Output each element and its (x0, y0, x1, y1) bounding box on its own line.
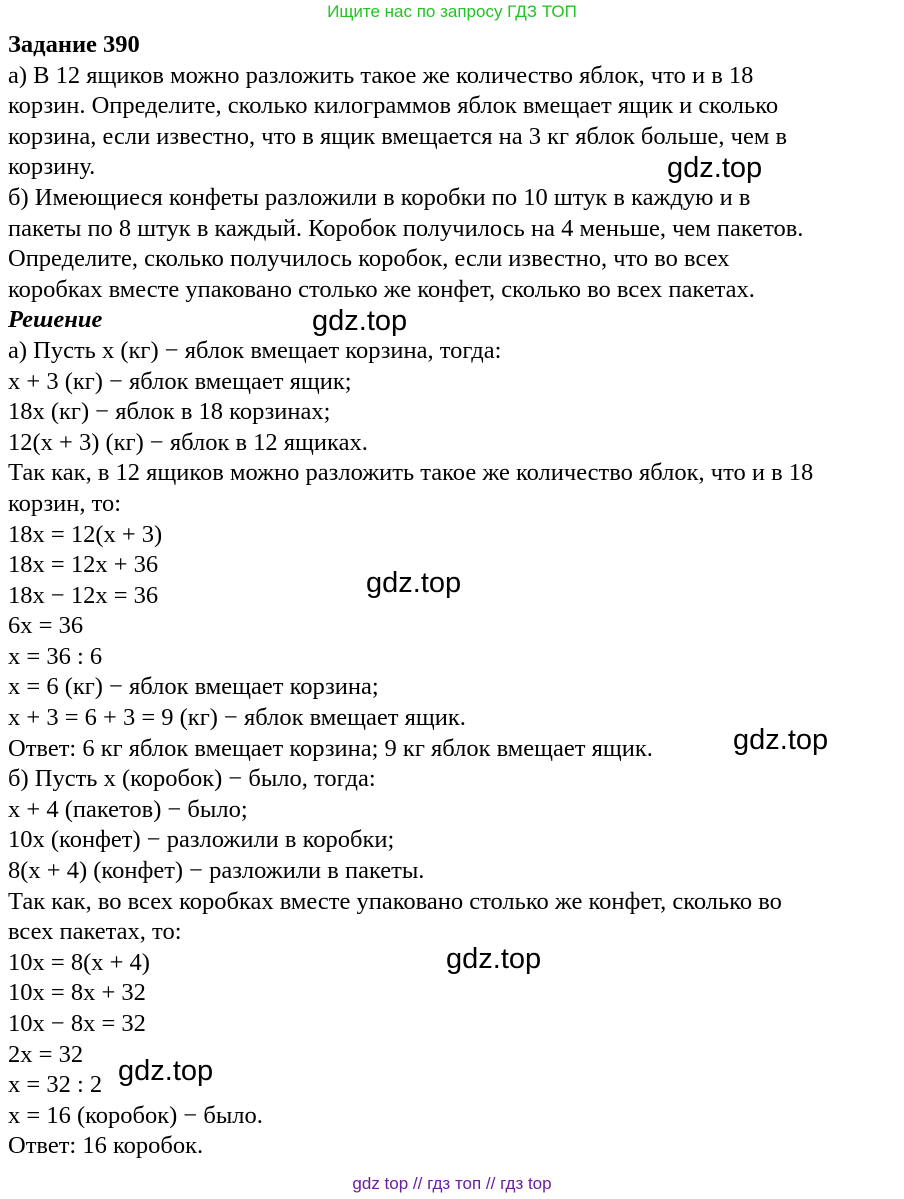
solution-line: x + 4 (пакетов) − было; (8, 795, 248, 823)
condition-line: коробках вместе упаковано столько же конфет, сколько во всех пакетах. (8, 275, 755, 303)
condition-line: пакеты по 8 штук в каждый. Коробок получилось на 4 меньше, чем пакетов. (8, 214, 804, 242)
equation-line: x = 32 : 2 (8, 1071, 103, 1099)
footer-links: gdz top // гдз топ // гдз top (352, 1174, 552, 1193)
condition-line: корзина, если известно, что в ящик вмещается на 3 кг яблок больше, чем в (8, 122, 788, 150)
equation-line: 10x = 8(x + 4) (8, 948, 150, 976)
watermark: gdz.top (118, 1055, 214, 1087)
equation-line: 18x − 12x = 36 (8, 581, 159, 609)
condition-line: Определите, сколько получилось коробок, если известно, что во всех (8, 245, 730, 273)
watermark: gdz.top (312, 305, 408, 337)
task-condition (8, 61, 900, 306)
solution-line: 12(x + 3) (кг) − яблок в 12 ящиках. (8, 428, 368, 456)
watermark: gdz.top (667, 152, 763, 184)
watermark: gdz.top (733, 724, 829, 756)
solution-line: x + 3 (кг) − яблок вмещает ящик; (8, 367, 352, 395)
equation-line: 18x = 12(x + 3) (8, 520, 163, 548)
condition-line: корзину. (8, 153, 96, 181)
watermark: gdz.top (366, 567, 462, 599)
solution-line: x = 16 (коробок) − было. (8, 1101, 263, 1129)
condition-line: а) В 12 ящиков можно разложить такое же количество яблок, что и в 18 (8, 61, 754, 89)
equation-line: x = 36 : 6 (8, 642, 103, 670)
equation-line: 2x = 32 (8, 1040, 84, 1068)
solution-line: x = 6 (кг) − яблок вмещает корзина; (8, 673, 379, 701)
solution-line: 10x (конфет) − разложили в коробки; (8, 826, 395, 854)
solution-line: 18x (кг) − яблок в 18 корзинах; (8, 398, 331, 426)
solution-line: корзин, то: (8, 489, 122, 517)
solution-line: Так как, в 12 ящиков можно разложить такое же количество яблок, что и в 18 (8, 459, 814, 487)
solution-line: б) Пусть x (коробок) − было, тогда: (8, 765, 376, 793)
equation-line: 6x = 36 (8, 612, 84, 640)
watermark: gdz.top (446, 943, 542, 975)
solution-line: а) Пусть x (кг) − яблок вмещает корзина, тогда: (8, 336, 502, 364)
solution-line: 8(x + 4) (конфет) − разложили в пакеты. (8, 857, 425, 885)
condition-line: б) Имеющиеся конфеты разложили в коробки по 10 штук в каждую и в (8, 183, 751, 211)
solution-line: всех пакетах, то: (8, 918, 182, 946)
solution-label: Решение (8, 306, 103, 334)
solution-line: Так как, во всех коробках вместе упаковано столько же конфет, сколько во (8, 887, 782, 915)
solution-line: x + 3 = 6 + 3 = 9 (кг) − яблок вмещает ящик. (8, 704, 466, 732)
top-banner: Ищите нас по запросу ГДЗ ТОП (327, 2, 577, 21)
task-title: Задание 390 (8, 31, 140, 58)
equation-line: 10x − 8x = 32 (8, 1010, 146, 1037)
equation-line: 18x = 12x + 36 (8, 551, 159, 579)
answer-line: Ответ: 16 коробок. (8, 1132, 204, 1160)
answer-line: Ответ: 6 кг яблок вмещает корзина; 9 кг яблок вмещает ящик. (8, 734, 653, 762)
equation-line: 10x = 8x + 32 (8, 979, 146, 1007)
condition-line: корзин. Определите, сколько килограммов яблок вмещает ящик и сколько (8, 92, 779, 120)
